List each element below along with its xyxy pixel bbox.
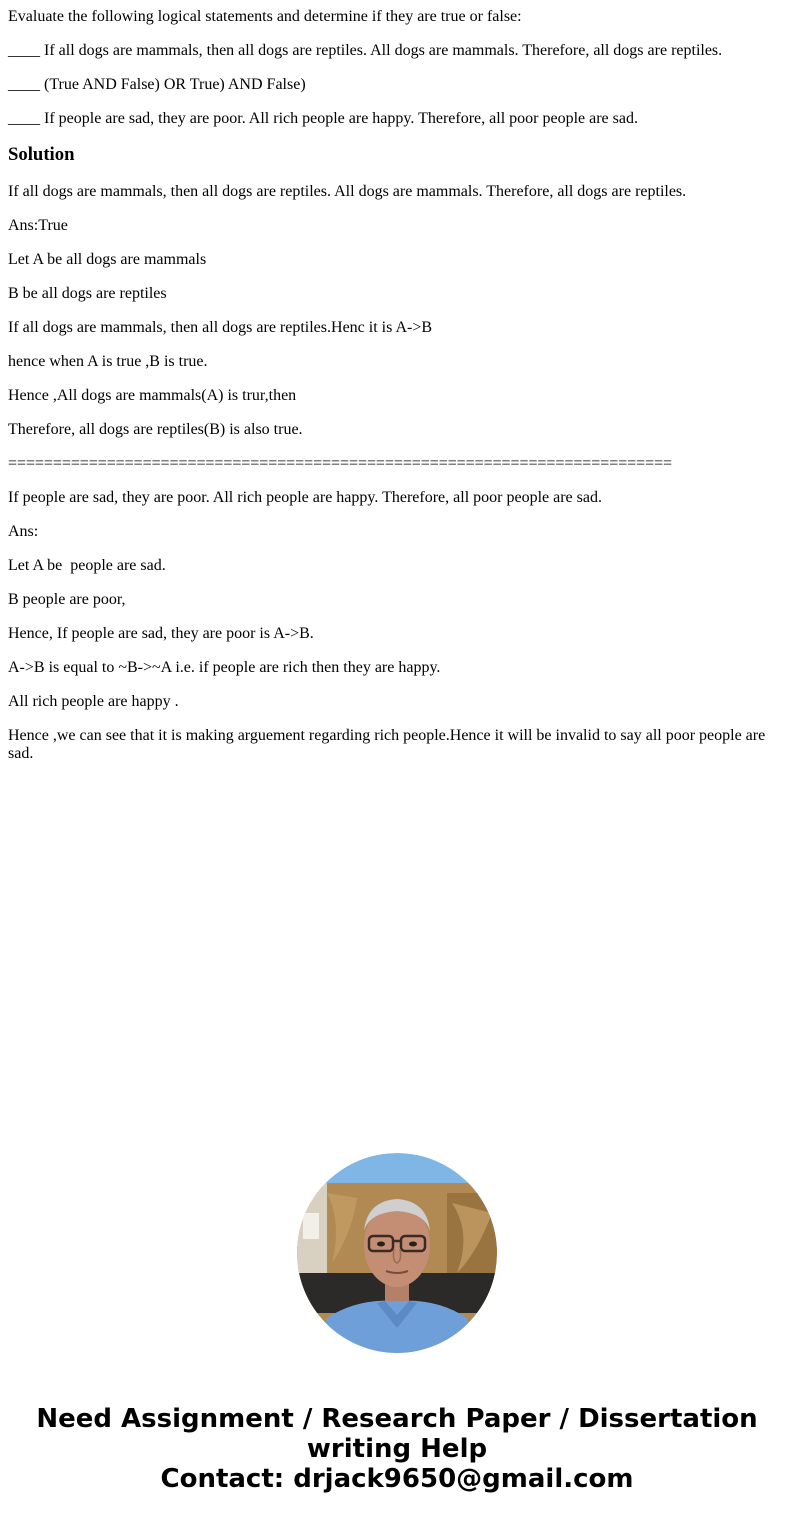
question-item-1: ____ If all dogs are mammals, then all dogs are reptiles. All dogs are mammals. Therefore, all dogs are reptiles. <box>8 42 723 59</box>
solution-line: B be all dogs are reptiles <box>8 285 167 302</box>
footer-line-2: writing Help <box>306 1434 488 1464</box>
solution-line: Let A be all dogs are mammals <box>8 251 207 268</box>
footer-line-1: Need Assignment / Research Paper / Dissertation <box>36 1404 758 1434</box>
contact-footer <box>0 1404 794 1494</box>
solution-line: Hence ,All dogs are mammals(A) is trur,then <box>8 387 297 404</box>
avatar <box>297 1153 497 1353</box>
solution-line: If all dogs are mammals, then all dogs are reptiles.Henc it is A->B <box>8 319 433 336</box>
footer-contact-line: Contact: drjack9650@gmail.com <box>160 1464 634 1494</box>
solution-line: B people are poor, <box>8 591 126 608</box>
question-item-2: ____ (True AND False) OR True) AND False) <box>8 76 306 93</box>
solution-line: Hence, If people are sad, they are poor is A->B. <box>8 625 314 642</box>
solution-line: A->B is equal to ~B->~A i.e. if people are rich then they are happy. <box>8 659 441 676</box>
solution-line: Let A be people are sad. <box>8 557 166 574</box>
solution-line: Hence ,we can see that it is making arguement regarding rich people.Hence it will be invalid to say all poor people are sad. <box>8 727 770 762</box>
solution-line: Therefore, all dogs are reptiles(B) is also true. <box>8 421 303 438</box>
question-intro: Evaluate the following logical statements and determine if they are true or false: <box>8 8 522 25</box>
question-item-3: ____ If people are sad, they are poor. All rich people are happy. Therefore, all poor people are sad. <box>8 110 638 127</box>
solution-line: hence when A is true ,B is true. <box>8 353 208 370</box>
solution-line: Ans:True <box>8 217 68 234</box>
divider-line: ========================================================================== <box>8 455 673 472</box>
solution-line: All rich people are happy . <box>8 693 179 710</box>
solution-line: Ans: <box>8 523 39 540</box>
avatar-portrait-image <box>297 1153 497 1353</box>
solution-line: If people are sad, they are poor. All rich people are happy. Therefore, all poor people are sad. <box>8 489 602 506</box>
solution-heading: Solution <box>8 144 75 165</box>
solution-line: If all dogs are mammals, then all dogs are reptiles. All dogs are mammals. Therefore, all dogs are reptiles. <box>8 183 687 200</box>
